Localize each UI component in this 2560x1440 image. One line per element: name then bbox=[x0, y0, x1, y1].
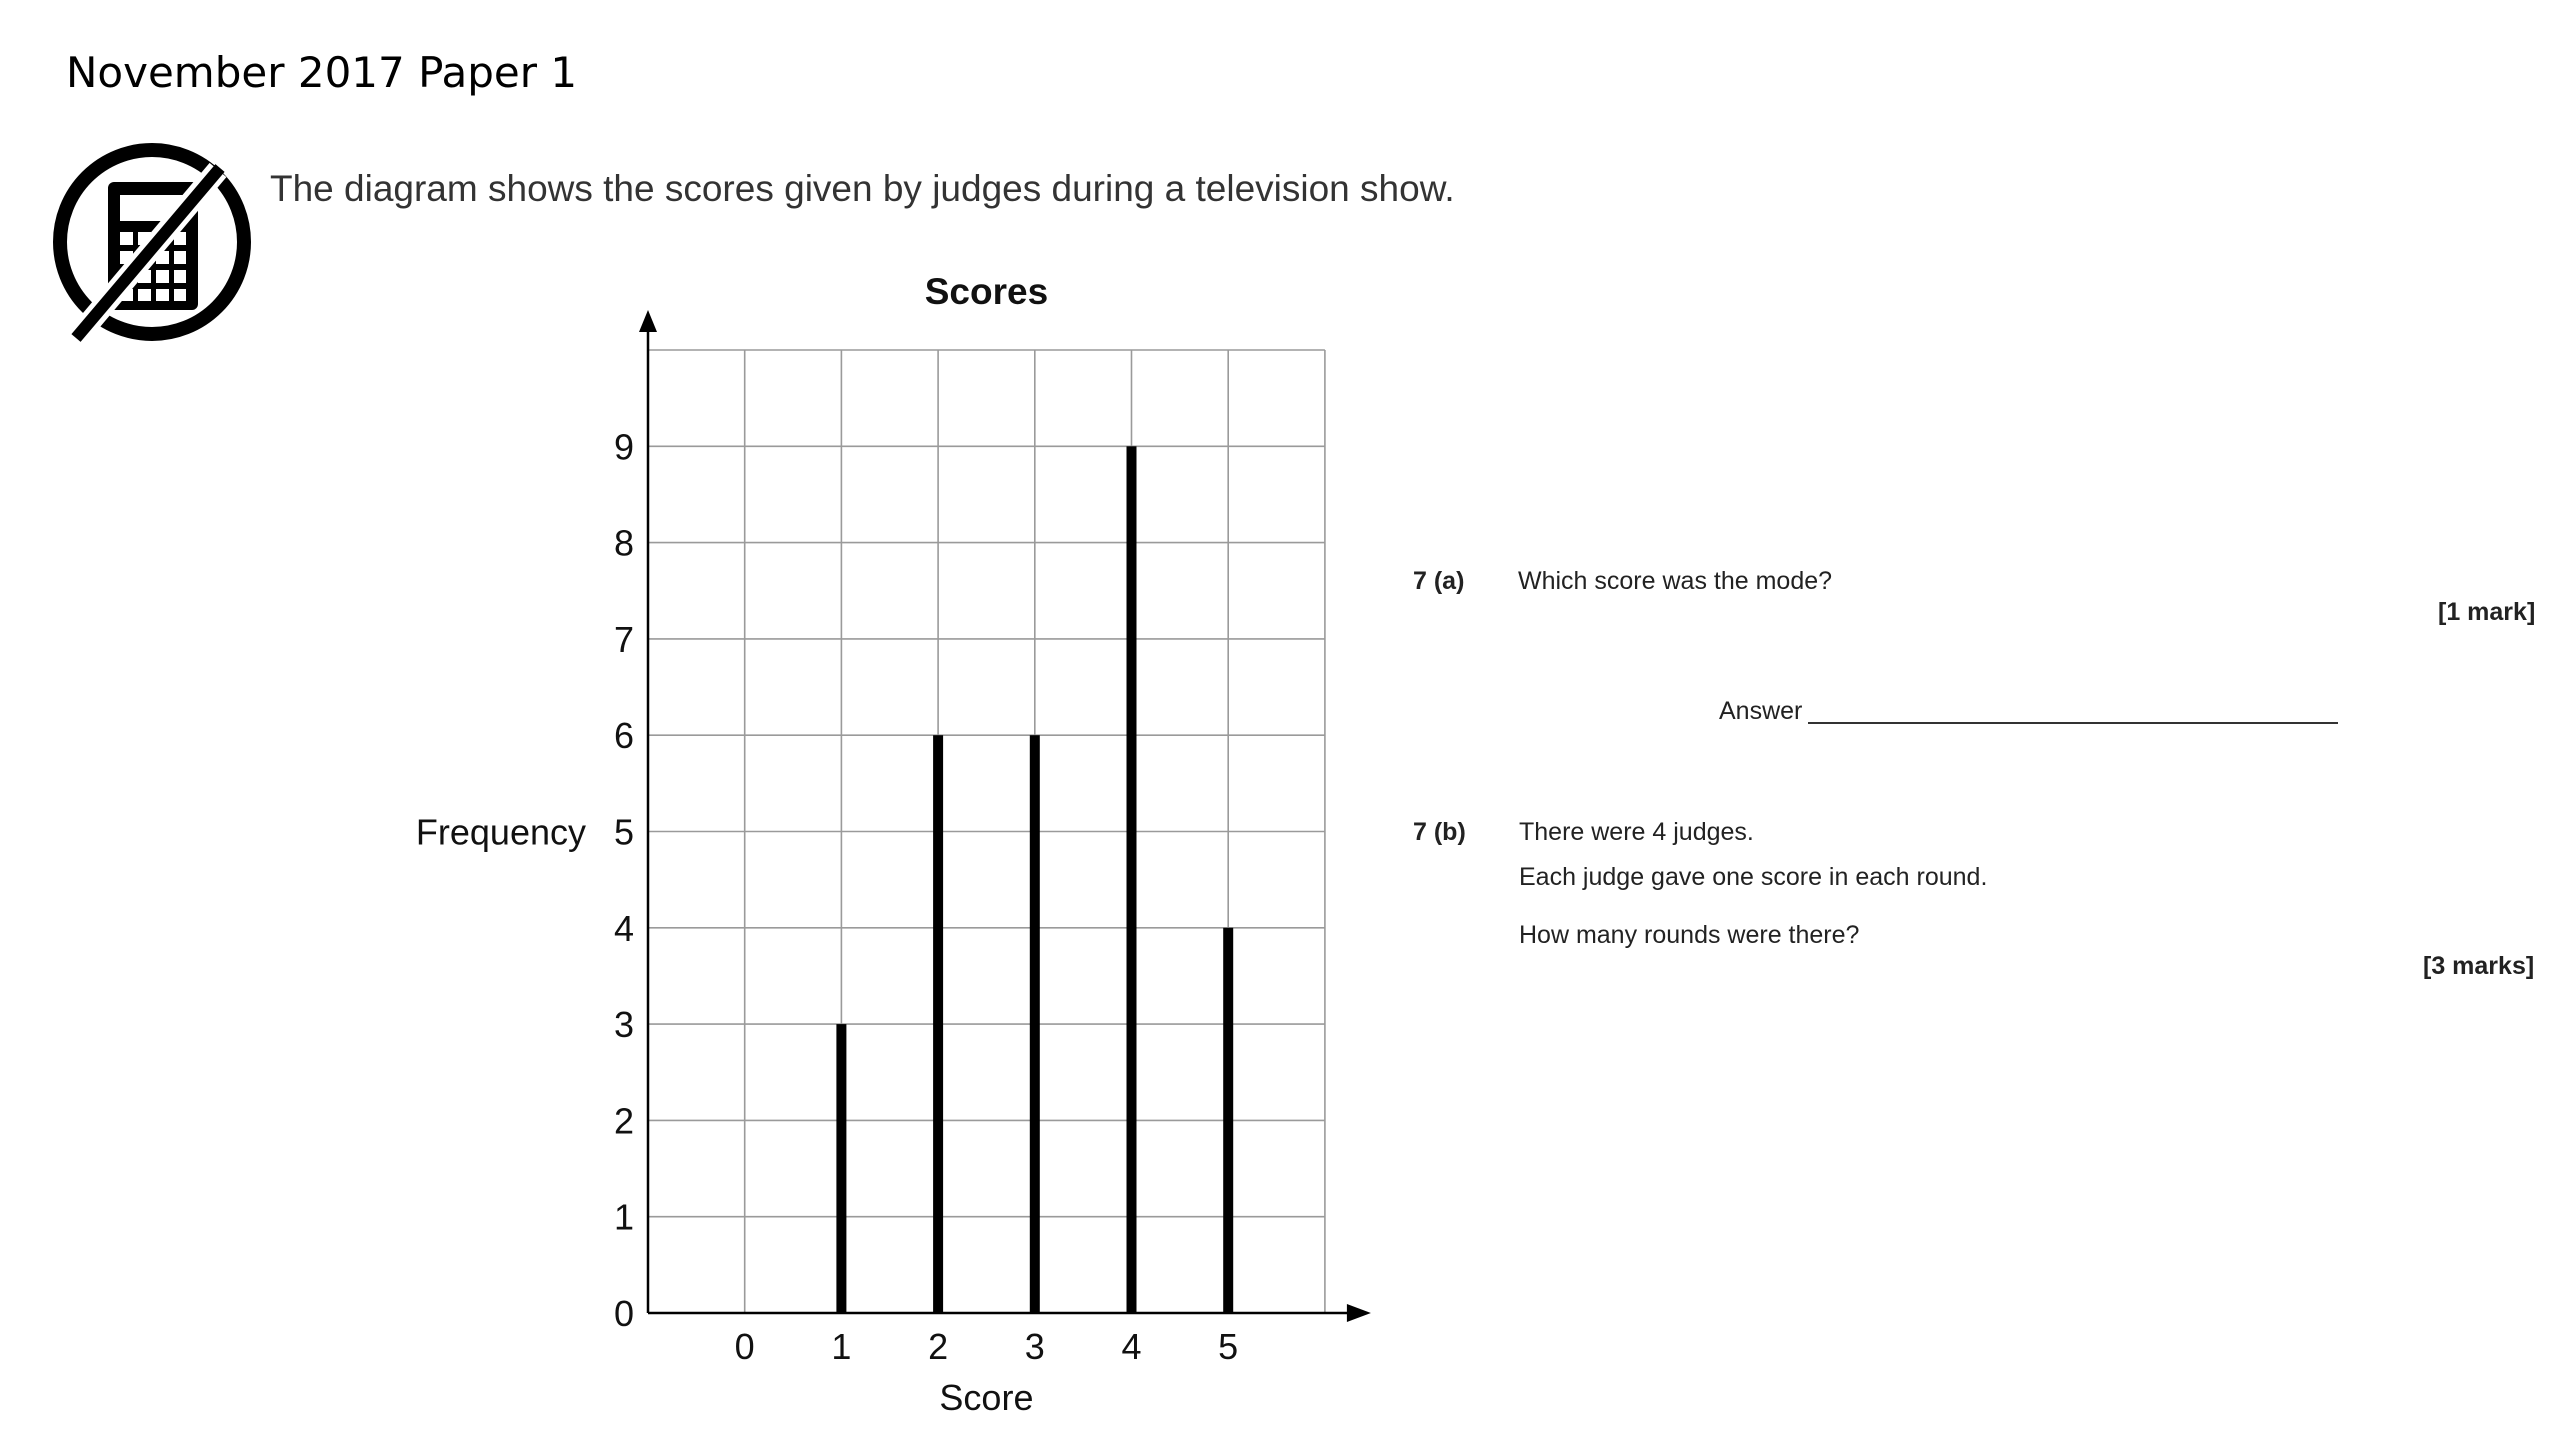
y-tick-label: 6 bbox=[613, 715, 634, 757]
x-tick-label: 4 bbox=[1121, 1326, 1142, 1367]
y-tick-label: 3 bbox=[613, 1004, 634, 1046]
intro-text: The diagram shows the scores given by judges during a television show. bbox=[270, 168, 1455, 209]
y-tick-label: 2 bbox=[613, 1100, 634, 1142]
bar-score-1 bbox=[836, 1024, 846, 1313]
bar-score-4 bbox=[1127, 446, 1137, 1313]
question-7b-marks: [3 marks] bbox=[2423, 952, 2535, 980]
x-tick-label: 0 bbox=[734, 1326, 755, 1367]
y-tick-label: 0 bbox=[613, 1293, 634, 1334]
y-axis-label: Frequency bbox=[415, 811, 586, 853]
question-7b-line-2: Each judge gave one score in each round. bbox=[1519, 863, 1988, 891]
question-7b-line-3: How many rounds were there? bbox=[1519, 921, 1860, 949]
x-axis-label: Score bbox=[939, 1377, 1034, 1418]
y-tick-label: 5 bbox=[613, 811, 634, 853]
x-axis-arrow-icon bbox=[1347, 1304, 1371, 1322]
scores-chart bbox=[380, 260, 1380, 1440]
question-7a-marks: [1 mark] bbox=[2438, 598, 2536, 626]
answer-label: Answer bbox=[1719, 697, 1803, 725]
question-7a-number: 7 (a) bbox=[1413, 567, 1465, 595]
x-tick-label: 5 bbox=[1218, 1326, 1239, 1367]
y-tick-label: 8 bbox=[613, 522, 634, 564]
page-title: November 2017 Paper 1 bbox=[66, 48, 578, 97]
question-7b-line-1: There were 4 judges. bbox=[1519, 818, 1754, 846]
no-calculator-icon bbox=[50, 140, 260, 350]
answer-line[interactable] bbox=[1808, 722, 2338, 724]
y-tick-label: 9 bbox=[613, 426, 634, 468]
question-7a-text: Which score was the mode? bbox=[1518, 567, 1833, 595]
question-7b-number: 7 (b) bbox=[1413, 818, 1466, 846]
x-tick-label: 2 bbox=[928, 1326, 949, 1367]
bar-score-5 bbox=[1223, 928, 1233, 1313]
x-tick-label: 3 bbox=[1024, 1326, 1045, 1367]
bar-score-3 bbox=[1030, 735, 1040, 1313]
y-tick-label: 4 bbox=[613, 907, 634, 949]
y-tick-label: 7 bbox=[613, 618, 634, 660]
bar-score-2 bbox=[933, 735, 943, 1313]
chart-title: Scores bbox=[924, 271, 1049, 312]
x-tick-label: 1 bbox=[831, 1326, 852, 1367]
y-axis-arrow-icon bbox=[639, 310, 657, 332]
y-tick-label: 1 bbox=[613, 1196, 634, 1238]
